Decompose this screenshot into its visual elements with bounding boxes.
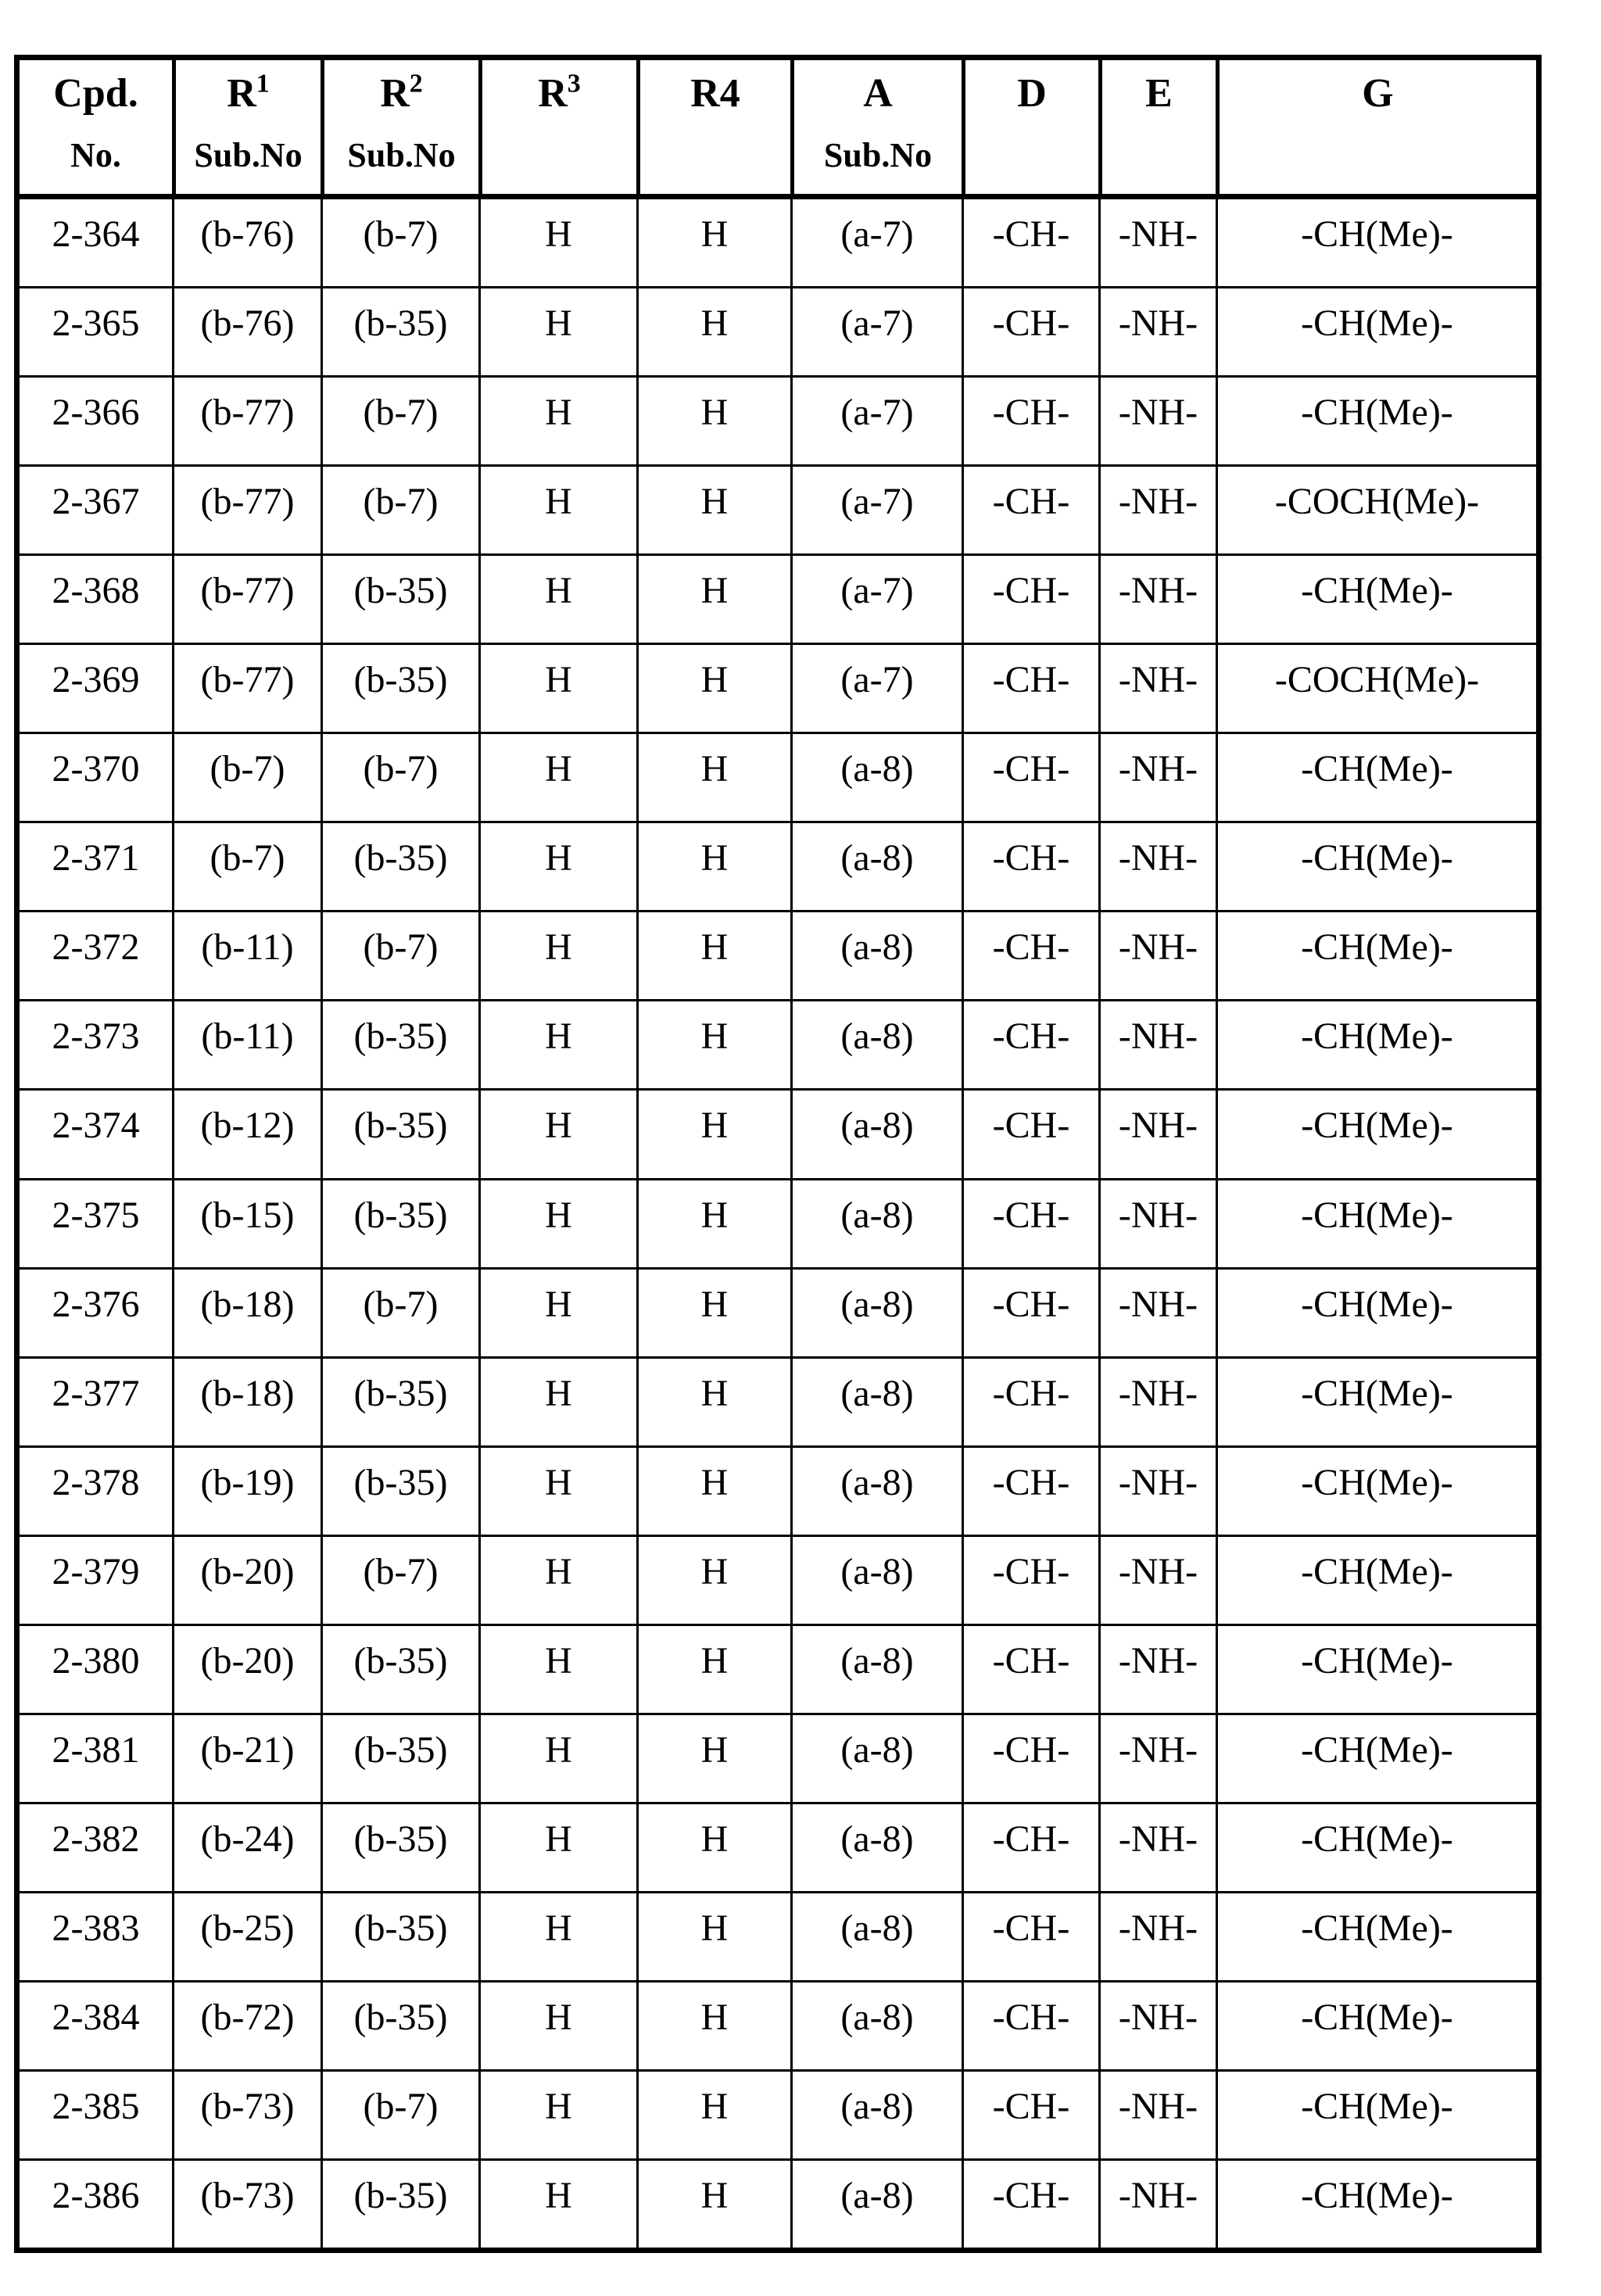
cell-r4: H [636,1983,790,2069]
cell-e: -NH- [1098,1270,1216,1356]
cell-d: -CH- [962,734,1098,821]
cell-r1: (b-76) [172,288,321,375]
cell-r2: (b-35) [321,1804,478,1891]
cell-a: (a-8) [790,1626,962,1713]
cell-cpd: 2-365 [52,303,140,345]
cell-g: -CH(Me)- [1216,1983,1536,2069]
table-row [20,910,1536,999]
table-row [20,1891,1536,1980]
table-row [20,1624,1536,1713]
cell-r3: H [478,645,636,732]
cell-d: -CH- [962,1180,1098,1267]
cell-r4: H [636,467,790,553]
cell-cpd: 2-380 [52,1639,140,1682]
header-r4 [636,60,790,194]
cell-r4: H [636,1626,790,1713]
cell-d: -CH- [962,1626,1098,1713]
cell-a: (a-8) [790,1448,962,1535]
cell-r3: H [478,823,636,910]
cell-r4: H [636,199,790,286]
cell-r1: (b-24) [172,1804,321,1891]
cell-r4: H [636,1091,790,1177]
cell-r1: (b-20) [172,1537,321,1624]
cell-r4: H [636,378,790,464]
cell-r3: H [478,1983,636,2069]
cell-d: -CH- [962,1893,1098,1980]
cell-e: -NH- [1098,1537,1216,1624]
cell-g: -CH(Me)- [1216,1448,1536,1535]
header-g [1216,60,1536,194]
cell-d: -CH- [962,199,1098,286]
cell-r3: H [478,1626,636,1713]
cell-r1: (b-73) [172,2072,321,2158]
cell-g: -COCH(Me)- [1216,645,1536,732]
cell-r3: H [478,2161,636,2248]
cell-r2: (b-7) [321,467,478,553]
header-sublabel: Sub.No [823,135,933,174]
cell-cpd: 2-368 [52,570,140,612]
table-row [20,1178,1536,1267]
header-label: $R^1$ [227,69,270,116]
cell-cpd: 2-367 [52,481,140,523]
cell-d: -CH- [962,823,1098,910]
cell-e: -NH- [1098,556,1216,643]
header-sublabel: Sub.No [347,135,456,174]
table-row [20,2069,1536,2158]
header-label: No. [70,135,121,174]
cell-cpd: 2-378 [52,1461,140,1503]
table-row [20,643,1536,732]
cell-g: -CH(Me)- [1216,1626,1536,1713]
cell-e: -NH- [1098,1626,1216,1713]
table-row [20,1267,1536,1356]
cell-r4: H [636,1715,790,1802]
header-e [1098,60,1216,194]
cell-r3: H [478,1448,636,1535]
cell-g: -CH(Me)- [1216,1537,1536,1624]
header-a [790,60,962,194]
superscript: 2 [409,69,423,99]
cell-r2: (b-35) [321,1001,478,1088]
header-label: D [1017,71,1047,116]
header-label: $R^3$ [538,69,581,116]
cell-cpd: 2-376 [52,1283,140,1325]
cell-r3: H [478,1893,636,1980]
cell-r3: H [478,1715,636,1802]
superscript: 3 [567,69,581,99]
cell-e: -NH- [1098,1804,1216,1891]
cell-r2: (b-35) [321,1359,478,1445]
header-d [962,60,1098,194]
table-row [20,1356,1536,1445]
cell-cpd: 2-370 [52,748,140,790]
table-header-row [20,60,1536,199]
cell-r2: (b-7) [321,1270,478,1356]
cell-cpd: 2-374 [52,1105,140,1147]
cell-r4: H [636,556,790,643]
cell-a: (a-8) [790,1091,962,1177]
header-r1 [172,60,321,194]
cell-r2: (b-7) [321,199,478,286]
cell-d: -CH- [962,1091,1098,1177]
table-row [20,199,1536,286]
cell-a: (a-8) [790,912,962,999]
cell-e: -NH- [1098,645,1216,732]
cell-r3: H [478,556,636,643]
cell-cpd: 2-377 [52,1372,140,1414]
cell-r1: (b-73) [172,2161,321,2248]
cell-a: (a-7) [790,199,962,286]
cell-r2: (b-35) [321,645,478,732]
cell-cpd: 2-386 [52,2175,140,2217]
cell-cpd: 2-372 [52,926,140,969]
header-label: Cpd. [53,71,138,116]
cell-a: (a-8) [790,734,962,821]
cell-r2: (b-7) [321,378,478,464]
cell-a: (a-8) [790,1715,962,1802]
cell-r1: (b-12) [172,1091,321,1177]
cell-g: -CH(Me)- [1216,2161,1536,2248]
header-label: A [863,71,893,116]
cell-e: -NH- [1098,1893,1216,1980]
cell-cpd: 2-382 [52,1818,140,1860]
cell-e: -NH- [1098,823,1216,910]
header-sublabel: Sub.No [194,135,303,174]
cell-cpd: 2-371 [52,837,140,879]
cell-g: -CH(Me)- [1216,912,1536,999]
cell-cpd: 2-381 [52,1728,140,1771]
table-row [20,375,1536,464]
cell-r2: (b-35) [321,1983,478,2069]
cell-cpd: 2-364 [52,213,140,255]
table-row [20,999,1536,1088]
cell-r1: (b-72) [172,1983,321,2069]
cell-e: -NH- [1098,1180,1216,1267]
cell-r3: H [478,1359,636,1445]
cell-r1: (b-11) [172,1001,321,1088]
cell-a: (a-8) [790,1804,962,1891]
cell-r3: H [478,2072,636,2158]
header-label: $R^2$ [380,69,423,116]
cell-r3: H [478,1804,636,1891]
cell-a: (a-8) [790,1359,962,1445]
cell-d: -CH- [962,2161,1098,2248]
cell-a: (a-8) [790,1270,962,1356]
cell-g: -CH(Me)- [1216,1270,1536,1356]
cell-e: -NH- [1098,288,1216,375]
cell-d: -CH- [962,645,1098,732]
cell-d: -CH- [962,378,1098,464]
cell-d: -CH- [962,1448,1098,1535]
header-r2 [321,60,478,194]
table-row [20,553,1536,643]
header-label: E [1145,71,1173,116]
cell-g: -CH(Me)- [1216,288,1536,375]
cell-r2: (b-35) [321,556,478,643]
header-r3 [478,60,636,194]
cell-r2: (b-7) [321,2072,478,2158]
cell-r3: H [478,1270,636,1356]
cell-a: (a-7) [790,288,962,375]
cell-g: -CH(Me)- [1216,823,1536,910]
cell-r1: (b-77) [172,378,321,464]
cell-r1: (b-20) [172,1626,321,1713]
cell-r3: H [478,1537,636,1624]
cell-r3: H [478,1091,636,1177]
cell-a: (a-8) [790,1180,962,1267]
table-row [20,1802,1536,1891]
cell-r4: H [636,2072,790,2158]
cell-r1: (b-7) [172,823,321,910]
cell-g: -CH(Me)- [1216,1715,1536,1802]
cell-e: -NH- [1098,2072,1216,2158]
cell-r3: H [478,199,636,286]
cell-r1: (b-77) [172,556,321,643]
cell-g: -CH(Me)- [1216,199,1536,286]
cell-d: -CH- [962,912,1098,999]
cell-r3: H [478,912,636,999]
cell-r4: H [636,912,790,999]
cell-r2: (b-35) [321,1715,478,1802]
cell-r3: H [478,467,636,553]
cell-r4: H [636,1448,790,1535]
cell-r4: H [636,1893,790,1980]
cell-d: -CH- [962,1804,1098,1891]
cell-g: -CH(Me)- [1216,378,1536,464]
cell-r3: H [478,288,636,375]
cell-e: -NH- [1098,1983,1216,2069]
table-row [20,1980,1536,2069]
cell-r4: H [636,2161,790,2248]
cell-d: -CH- [962,467,1098,553]
cell-cpd: 2-383 [52,1907,140,1949]
cell-a: (a-8) [790,1001,962,1088]
cell-d: -CH- [962,1001,1098,1088]
cell-a: (a-8) [790,1893,962,1980]
cell-r4: H [636,1537,790,1624]
cell-r1: (b-15) [172,1180,321,1267]
cell-r2: (b-35) [321,288,478,375]
table-row [20,1088,1536,1177]
cell-r1: (b-77) [172,467,321,553]
cell-a: (a-8) [790,1983,962,2069]
cell-r1: (b-11) [172,912,321,999]
cell-d: -CH- [962,1270,1098,1356]
cell-d: -CH- [962,1715,1098,1802]
cell-cpd: 2-369 [52,659,140,701]
cell-e: -NH- [1098,467,1216,553]
cell-r4: H [636,1180,790,1267]
table-row [20,1713,1536,1802]
cell-r1: (b-7) [172,734,321,821]
cell-e: -NH- [1098,2161,1216,2248]
cell-cpd: 2-384 [52,1996,140,2038]
cell-g: -CH(Me)- [1216,1893,1536,1980]
cell-r2: (b-7) [321,734,478,821]
cell-cpd: 2-366 [52,392,140,434]
cell-g: -CH(Me)- [1216,734,1536,821]
cell-r2: (b-35) [321,1091,478,1177]
table-row [20,732,1536,821]
cell-r4: H [636,1804,790,1891]
cell-d: -CH- [962,288,1098,375]
cell-g: -CH(Me)- [1216,556,1536,643]
cell-r4: H [636,645,790,732]
cell-e: -NH- [1098,1715,1216,1802]
cell-r3: H [478,1001,636,1088]
cell-e: -NH- [1098,378,1216,464]
cell-g: -COCH(Me)- [1216,467,1536,553]
cell-r2: (b-35) [321,2161,478,2248]
cell-r1: (b-19) [172,1448,321,1535]
cell-r1: (b-21) [172,1715,321,1802]
table-row [20,464,1536,553]
cell-g: -CH(Me)- [1216,1180,1536,1267]
cell-g: -CH(Me)- [1216,1091,1536,1177]
cell-e: -NH- [1098,1359,1216,1445]
cell-cpd: 2-385 [52,2085,140,2127]
header-label: G [1362,71,1394,116]
table-row [20,1535,1536,1624]
cell-r4: H [636,288,790,375]
cell-r2: (b-7) [321,912,478,999]
cell-a: (a-7) [790,467,962,553]
cell-e: -NH- [1098,199,1216,286]
cell-e: -NH- [1098,1001,1216,1088]
cell-a: (a-7) [790,645,962,732]
table-row [20,2158,1536,2248]
cell-r2: (b-35) [321,1626,478,1713]
header-cpd-no [20,60,172,194]
cell-e: -NH- [1098,734,1216,821]
cell-d: -CH- [962,2072,1098,2158]
cell-d: -CH- [962,1537,1098,1624]
cell-g: -CH(Me)- [1216,1001,1536,1088]
table-row [20,286,1536,375]
header-label: R4 [690,71,740,116]
cell-r3: H [478,378,636,464]
cell-a: (a-8) [790,2161,962,2248]
cell-g: -CH(Me)- [1216,1804,1536,1891]
cell-r2: (b-35) [321,1893,478,1980]
table-row [20,1445,1536,1535]
cell-a: (a-8) [790,2072,962,2158]
cell-r4: H [636,823,790,910]
table-row [20,821,1536,910]
cell-r4: H [636,1359,790,1445]
cell-cpd: 2-375 [52,1194,140,1236]
cell-r2: (b-35) [321,823,478,910]
table-body [20,199,1536,2248]
cell-r4: H [636,734,790,821]
cell-a: (a-7) [790,556,962,643]
cell-e: -NH- [1098,912,1216,999]
cell-a: (a-8) [790,1537,962,1624]
cell-r4: H [636,1001,790,1088]
cell-g: -CH(Me)- [1216,1359,1536,1445]
cell-r1: (b-76) [172,199,321,286]
compound-table [14,55,1542,2253]
cell-e: -NH- [1098,1091,1216,1177]
cell-r1: (b-77) [172,645,321,732]
cell-d: -CH- [962,1359,1098,1445]
cell-a: (a-7) [790,378,962,464]
superscript: 1 [256,69,270,99]
cell-g: -CH(Me)- [1216,2072,1536,2158]
cell-r1: (b-18) [172,1359,321,1445]
cell-d: -CH- [962,556,1098,643]
cell-a: (a-8) [790,823,962,910]
cell-r2: (b-7) [321,1537,478,1624]
cell-r4: H [636,1270,790,1356]
cell-cpd: 2-373 [52,1015,140,1058]
cell-e: -NH- [1098,1448,1216,1535]
cell-d: -CH- [962,1983,1098,2069]
cell-r2: (b-35) [321,1180,478,1267]
cell-r3: H [478,734,636,821]
cell-r1: (b-25) [172,1893,321,1980]
cell-r2: (b-35) [321,1448,478,1535]
cell-cpd: 2-379 [52,1550,140,1592]
cell-r1: (b-18) [172,1270,321,1356]
cell-r3: H [478,1180,636,1267]
